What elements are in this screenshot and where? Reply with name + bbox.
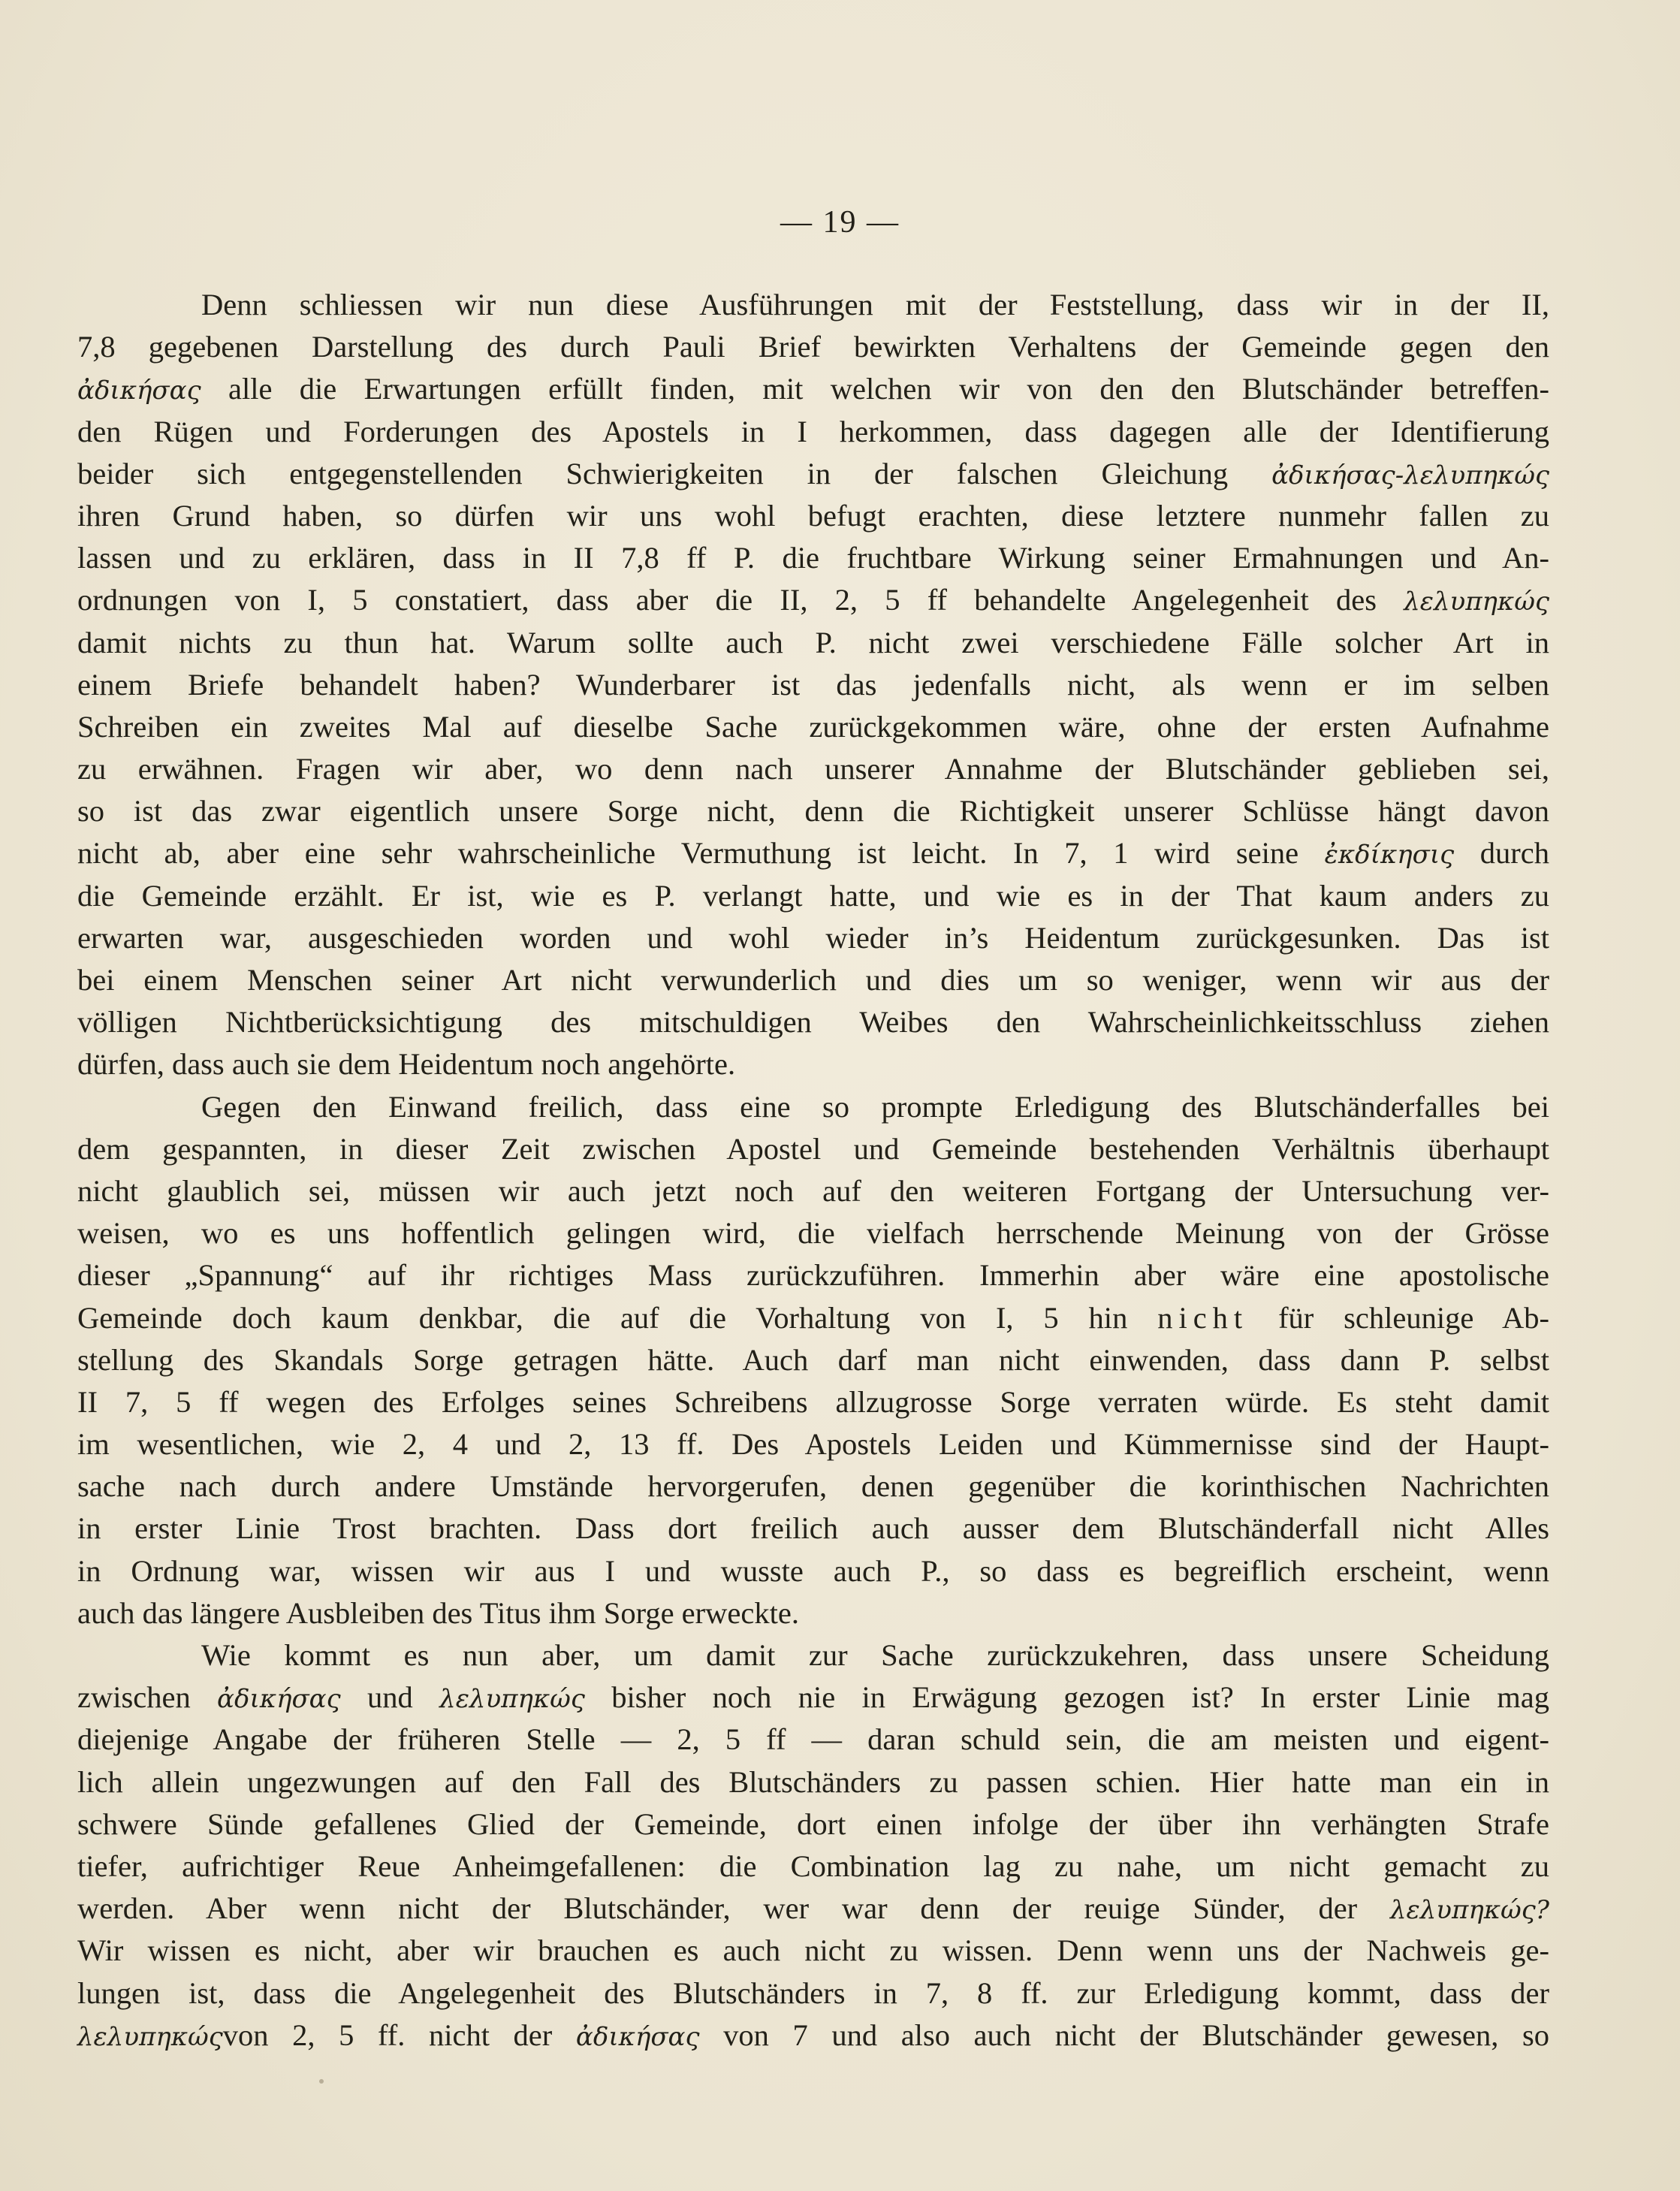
text-line: Gegen den Einwand freilich, dass eine so prompte Erledigung des Blutschänderfalles bei — [201, 1089, 1549, 1124]
text-line: ihren Grund haben, so dürfen wir uns wohl befugt erachten, diese letztere nunmehr fallen zu — [77, 498, 1549, 533]
text-line: sache nach durch andere Umstände hervorgerufen, denen gegenüber die korinthischen Nachrichten — [77, 1469, 1549, 1504]
text-line: 7,8 gegebenen Darstellung des durch Pauli Brief bewirkten Verhaltens der Gemeinde gegen den — [77, 330, 1549, 364]
paper-speck — [319, 2079, 324, 2084]
text-line: weisen, wo es uns hoffentlich gelingen wird, die vielfach herrschende Meinung von der Grösse — [77, 1216, 1549, 1251]
text-line: diejenige Angabe der früheren Stelle — 2, 5 ff — daran schuld sein, die am meisten und eigent- — [77, 1722, 1549, 1757]
greek-term: λελυπηκώς? — [1389, 1895, 1549, 1926]
text-line: werden. Aber wenn nicht der Blutschänder, wer war denn der reuige Sünder, der λελυπηκώς? — [77, 1891, 1549, 1926]
greek-term: ἀδικήσας — [575, 2021, 700, 2052]
text-line: zwischen ἀδικήσας und λελυπηκώς bisher noch nie in Erwägung gezogen ist? In erster Linie mag — [77, 1680, 1549, 1715]
text-line: λελυπηκώςvon 2, 5 ff. nicht der ἀδικήσας von 7 und also auch nicht der Blutschänder gewesen, so — [77, 2017, 1550, 2052]
text-line: einem Briefe behandelt haben? Wunderbarer ist das jedenfalls nicht, als wenn er im selben — [77, 667, 1549, 702]
text-line: lungen ist, dass die Angelegenheit des Blutschänders in 7, 8 ff. zur Erledigung kommt, dass der — [77, 1975, 1549, 2010]
text-line: dieser „Spannung“ auf ihr richtiges Mass zurückzuführen. Immerhin aber wäre eine apostolische — [77, 1258, 1549, 1293]
text-line: in erster Linie Trost brachten. Dass dort freilich auch ausser dem Blutschänderfall nicht Alles — [77, 1511, 1549, 1546]
body-text — [77, 284, 1549, 2057]
text-line: tiefer, aufrichtiger Reue Anheimgefallenen: die Combination lag zu nahe, um nicht gemacht zu — [77, 1848, 1549, 1883]
text-line: ἀδικήσας alle die Erwartungen erfüllt finden, mit welchen wir von den den Blutschänder betreffen- — [77, 372, 1549, 406]
text-line: dürfen, dass auch sie dem Heidentum noch angehörte. — [77, 1047, 736, 1082]
text-line: im wesentlichen, wie 2, 4 und 2, 13 ff. Des Apostels Leiden und Kümmernisse sind der Haupt- — [77, 1427, 1549, 1462]
greek-term: ἐκδίκησις — [1324, 840, 1455, 871]
text-line: Denn schliessen wir nun diese Ausführungen mit der Feststellung, dass wir in der II, — [201, 288, 1549, 321]
text-line: Schreiben ein zweites Mal auf dieselbe Sache zurückgekommen wäre, ohne der ersten Aufnahme — [77, 709, 1549, 744]
text-line: auch das längere Ausbleiben des Titus ihm Sorge erweckte. — [77, 1595, 799, 1630]
text-line: zu erwähnen. Fragen wir aber, wo denn nach unserer Annahme der Blutschänder geblieben sei, — [77, 752, 1549, 786]
text-line: stellung des Skandals Sorge getragen hätte. Auch darf man nicht einwenden, dass dann P. selbst — [77, 1342, 1549, 1377]
text-line: den Rügen und Forderungen des Apostels in I herkommen, dass dagegen alle der Identifierung — [77, 414, 1549, 448]
text-line: nicht ab, aber eine sehr wahrscheinliche Vermuthung ist leicht. In 7, 1 wird seine ἐκδίκησις durch — [77, 836, 1549, 871]
text-line: in Ordnung war, wissen wir aus I und wusste auch P., so dass es begreiflich erscheint, wenn — [77, 1553, 1549, 1588]
text-line: ordnungen von I, 5 constatiert, dass aber die II, 2, 5 ff behandelte Angelegenheit des λελυπηκώς — [77, 583, 1549, 617]
text-line: dem gespannten, in dieser Zeit zwischen Apostel und Gemeinde bestehenden Verhältnis überhaupt — [77, 1131, 1549, 1166]
text-line: die Gemeinde erzählt. Er ist, wie es P. verlangt hatte, und wie es in der That kaum anders zu — [77, 878, 1549, 913]
text-line: schwere Sünde gefallenes Glied der Gemeinde, dort einen infolge der über ihn verhängten Strafe — [77, 1806, 1549, 1841]
text-line: II 7, 5 ff wegen des Erfolges seines Schreibens allzugrosse Sorge verraten würde. Es steht damit — [77, 1384, 1549, 1419]
greek-term: ἀδικήσας — [77, 376, 201, 406]
greek-term: λελυπηκώς — [77, 2021, 223, 2052]
text-line: nicht glaublich sei, müssen wir auch jetzt noch auf den weiteren Fortgang der Untersuchung ver- — [77, 1173, 1549, 1208]
greek-term: ἀδικήσας — [217, 1684, 341, 1715]
text-line: lich allein ungezwungen auf den Fall des Blutschänders zu passen schien. Hier hatte man ein in — [77, 1764, 1549, 1799]
text-line: Gemeinde doch kaum denkbar, die auf die Vorhaltung von I, 5 hin nicht für schleunige Ab- — [77, 1300, 1549, 1335]
text-line: erwarten war, ausgeschieden worden und wohl wieder in’s Heidentum zurückgesunken. Das ist — [77, 920, 1549, 955]
text-line: Wir wissen es nicht, aber wir brauchen es auch nicht zu wissen. Denn wenn uns der Nachweis ge- — [77, 1933, 1549, 1968]
spaced-emphasis: nicht — [1157, 1300, 1249, 1335]
greek-term: λελυπηκώς — [439, 1684, 585, 1715]
greek-term: λελυπηκώς — [1404, 587, 1549, 617]
text-line: so ist das zwar eigentlich unsere Sorge nicht, denn die Richtigkeit unserer Schlüsse hängt davon — [77, 794, 1549, 828]
text-line: damit nichts zu thun hat. Warum sollte auch P. nicht zwei verschiedene Fälle solcher Art in — [77, 625, 1549, 659]
text-line: beider sich entgegenstellenden Schwierigkeiten in der falschen Gleichung ἀδικήσας-λελυπηκώς — [77, 456, 1549, 490]
text-line: völligen Nichtberücksichtigung des mitschuldigen Weibes den Wahrscheinlichkeitsschluss ziehen — [77, 1005, 1549, 1040]
text-line: lassen und zu erklären, dass in II 7,8 ff P. die fruchtbare Wirkung seiner Ermahnungen und An- — [77, 541, 1549, 575]
greek-term: ἀδικήσας-λελυπηκώς — [1271, 460, 1549, 490]
text-line: Wie kommt es nun aber, um damit zur Sache zurückzukehren, dass unsere Scheidung — [201, 1638, 1549, 1672]
page-number: — 19 — — [780, 205, 900, 240]
text-line: bei einem Menschen seiner Art nicht verwunderlich und dies um so weniger, wenn wir aus der — [77, 963, 1549, 997]
